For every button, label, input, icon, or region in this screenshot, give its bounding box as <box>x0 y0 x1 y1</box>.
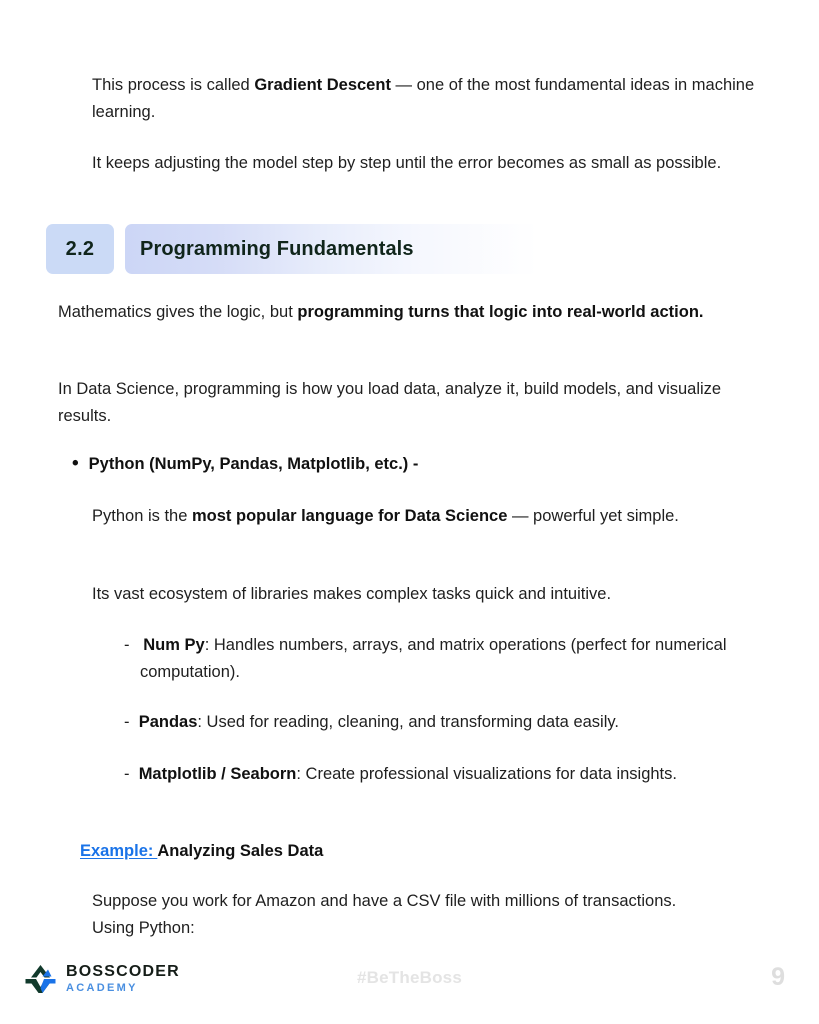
example-callout <box>80 838 323 865</box>
sub-list-item-desc: : Handles numbers, arrays, and matrix operations (perfect for numerical computation). <box>140 636 727 681</box>
sub-list-item-pandas <box>124 709 760 736</box>
paragraph-vast-ecosystem <box>92 581 752 608</box>
paragraph-python-popular <box>92 503 712 530</box>
page-number: 9 <box>771 963 785 991</box>
sub-list-item-name: Pandas <box>138 713 198 731</box>
text-run: Suppose you work for Amazon and have a CSV file with millions of transactions. Using Python: <box>92 892 677 937</box>
paragraph-keeps-adjusting <box>92 150 764 177</box>
sub-list-item-matplotlib <box>124 761 718 788</box>
example-title: Analyzing Sales Data <box>157 842 324 860</box>
list-item-python <box>72 451 752 478</box>
page-footer <box>0 955 819 1015</box>
footer-hashtag: #BeTheBoss <box>357 968 462 987</box>
text-run: — one of the most fundamental ideas in machine learning. <box>92 76 755 121</box>
list-item-label: Python (NumPy, Pandas, Matplotlib, etc.) - <box>88 455 419 473</box>
paragraph-math-logic <box>58 299 742 326</box>
text-run: In Data Science, programming is how you load data, analyze it, build models, and visualize results. <box>58 380 722 425</box>
text-run-bold: most popular language for Data Science <box>191 507 508 525</box>
section-title-bar <box>125 224 538 274</box>
text-run-bold: programming turns that logic into real-world action. <box>297 303 704 321</box>
text-run: It keeps adjusting the model step by step until the error becomes as small as possible. <box>92 154 722 172</box>
bullet-icon: • <box>72 453 79 474</box>
paragraph-in-data-science <box>58 376 758 430</box>
text-run: This process is called <box>92 76 255 94</box>
section-number-badge: 2.2 <box>46 224 114 274</box>
dash-icon: - <box>124 765 130 783</box>
section-title: Programming Fundamentals <box>140 237 414 260</box>
text-run: Mathematics gives the logic, but <box>58 303 298 321</box>
sub-list-item-numpy <box>124 632 752 686</box>
text-run: Its vast ecosystem of libraries makes complex tasks quick and intuitive. <box>92 585 612 603</box>
brand-name: BOSSCODER <box>66 963 180 980</box>
paragraph-gradient-descent <box>92 72 760 126</box>
text-run: Python is the <box>92 507 192 525</box>
sub-list-item-desc: : Used for reading, cleaning, and transforming data easily. <box>197 713 619 731</box>
sub-list-item-name: Matplotlib / Seaborn <box>138 765 297 783</box>
sub-list-item-desc: : Create professional visualizations for data insights. <box>296 765 677 783</box>
brand-subtitle: ACADEMY <box>66 982 138 994</box>
text-run-bold: Gradient Descent <box>254 76 391 94</box>
sub-list-item-name: Num Py <box>143 636 205 654</box>
text-run: — powerful yet simple. <box>507 507 679 525</box>
dash-icon: - <box>124 713 130 731</box>
example-link[interactable]: Example: <box>80 842 158 860</box>
paragraph-suppose-amazon <box>92 888 692 942</box>
section-header <box>46 224 538 274</box>
dash-icon: - <box>124 636 130 654</box>
